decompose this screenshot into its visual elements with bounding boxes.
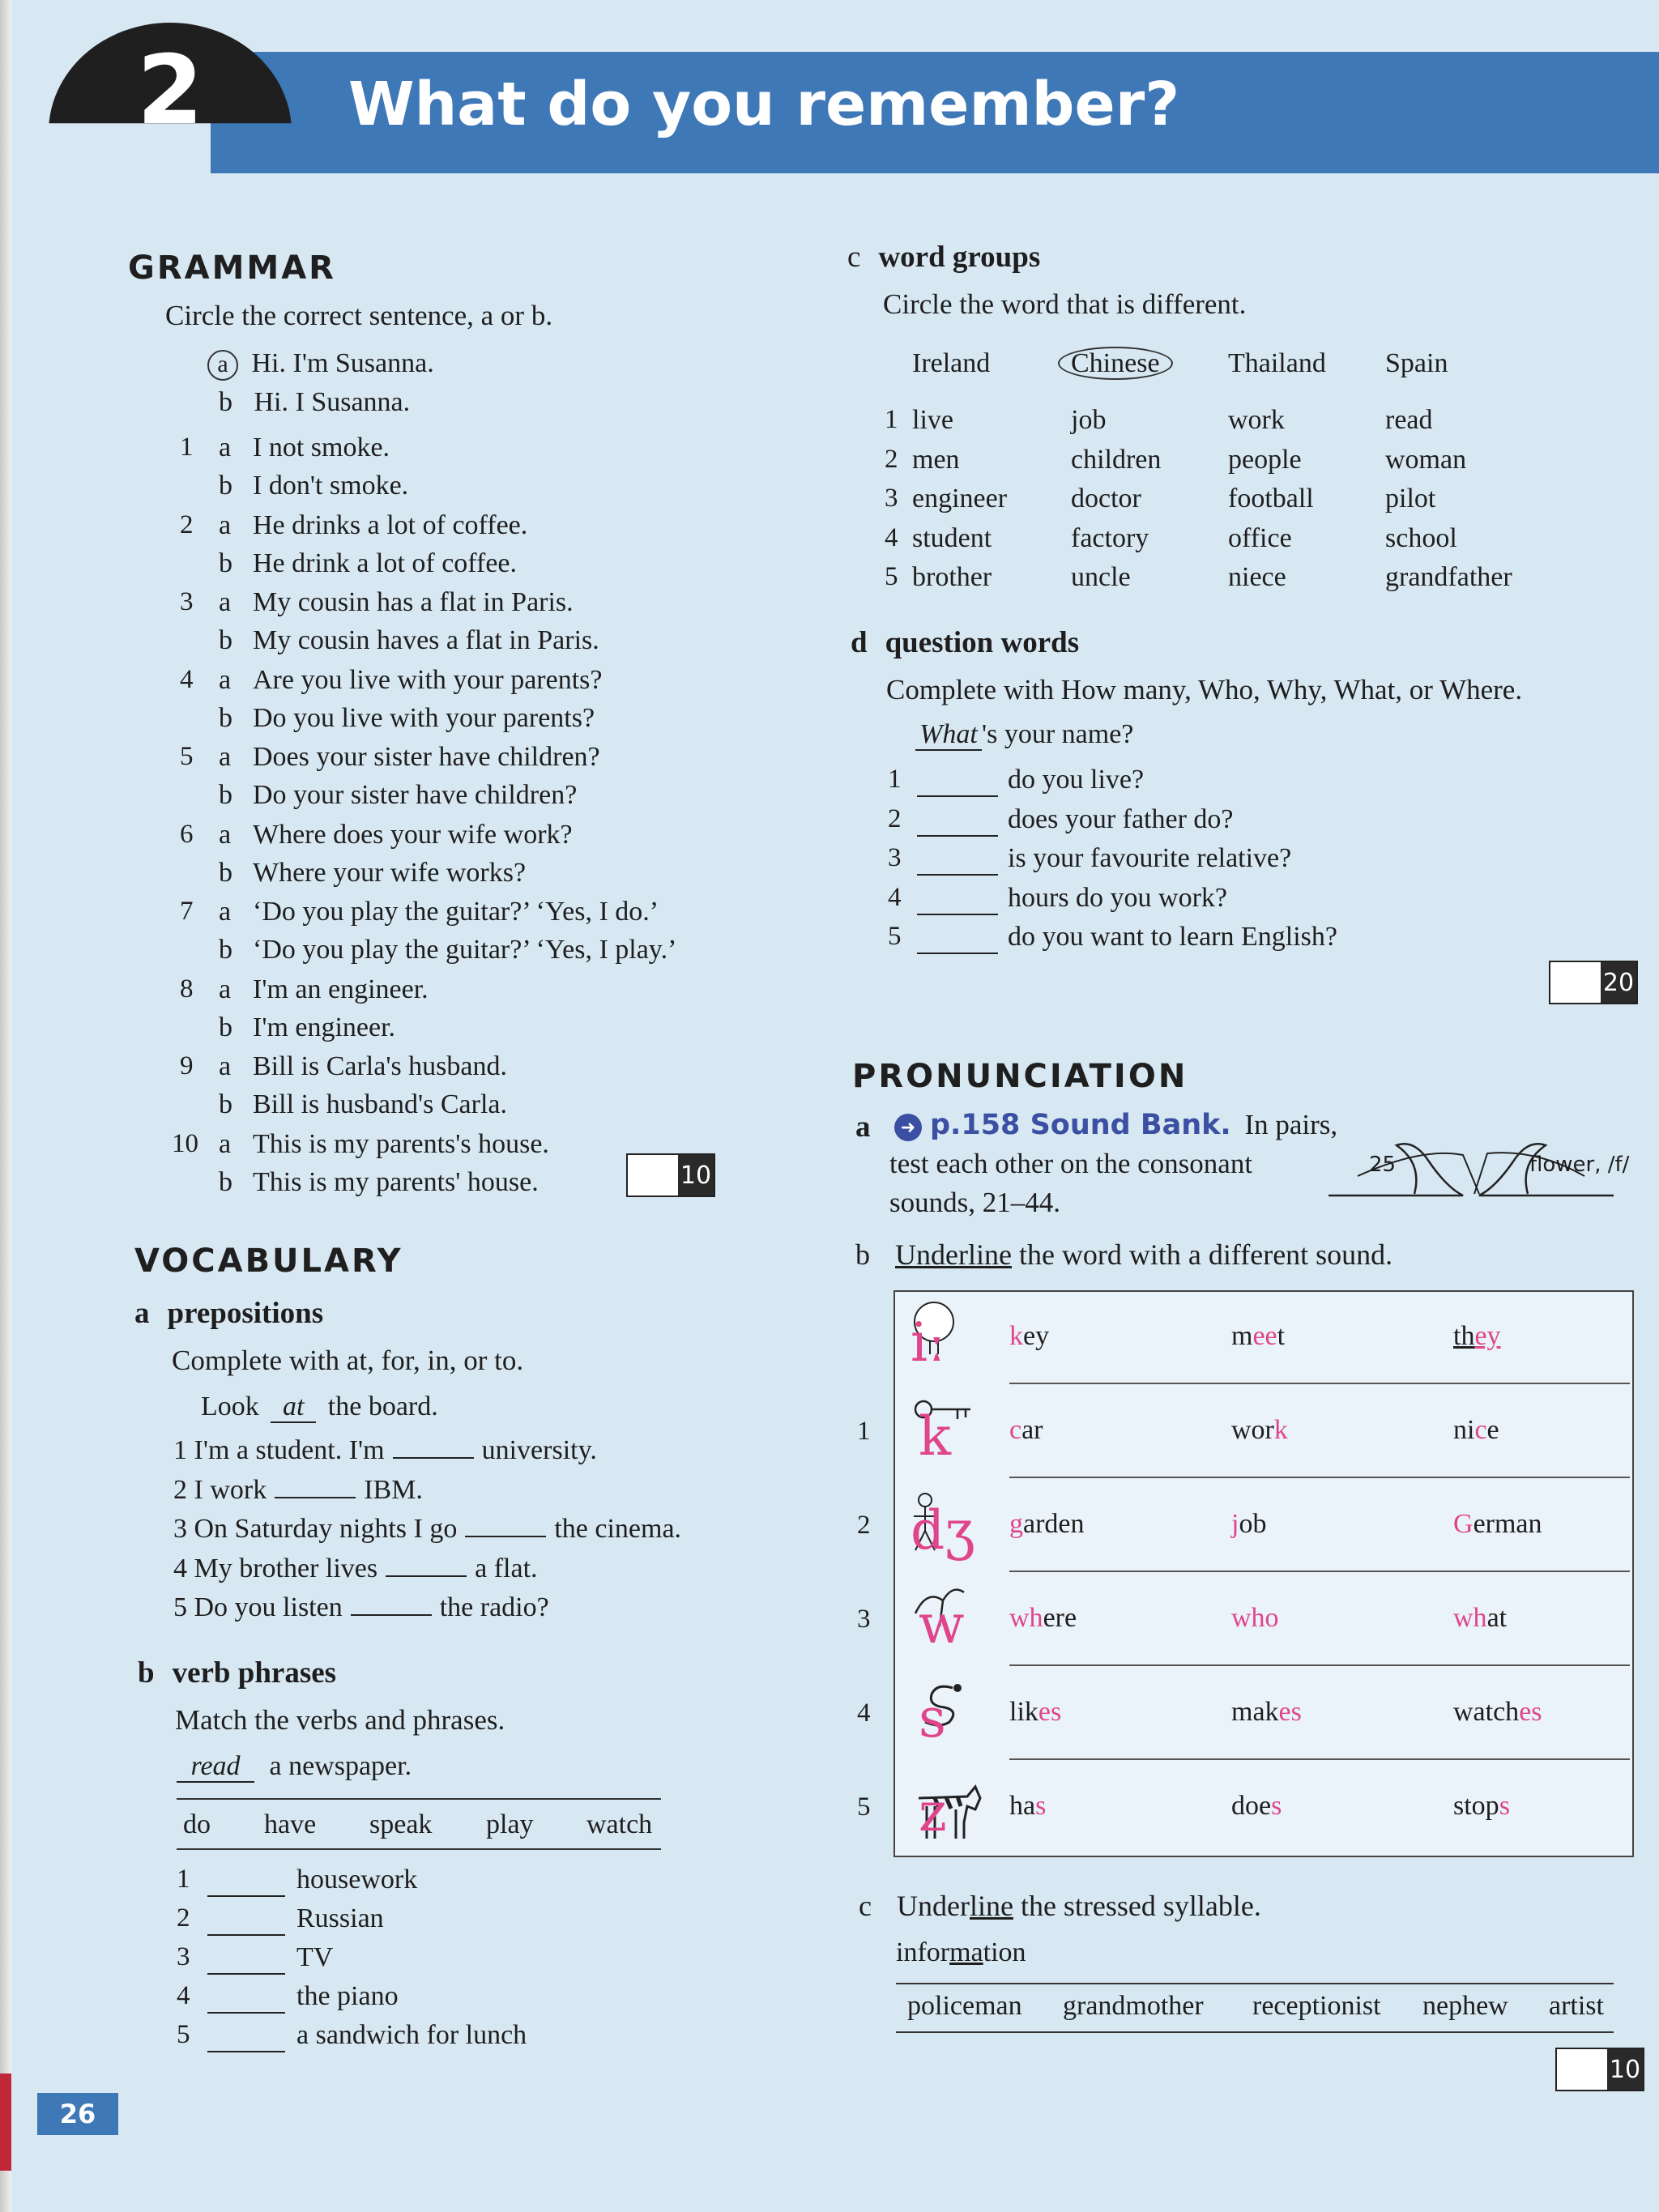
verb-option: watch <box>586 1809 653 1839</box>
score-total: 20 <box>1601 962 1636 1003</box>
sound-word[interactable]: work <box>1231 1415 1288 1445</box>
answer-blank[interactable] <box>207 1988 285 2014</box>
stress-word[interactable]: policeman <box>907 1991 1022 2021</box>
grammar-option-a[interactable]: My cousin has a flat in Paris. <box>253 587 574 617</box>
verb-item-number: 3 <box>177 1942 190 1971</box>
answer-blank[interactable] <box>393 1456 474 1459</box>
grammar-example-b[interactable]: b Hi. I Susanna. <box>219 387 411 417</box>
question-item-text: is your favourite relative? <box>1008 843 1292 873</box>
grammar-option-a[interactable]: Does your sister have children? <box>253 742 600 772</box>
grammar-option-a[interactable]: I not smoke. <box>253 433 390 462</box>
answer-blank[interactable] <box>917 771 998 797</box>
word-group-word[interactable]: student <box>912 522 992 553</box>
word-group-word[interactable]: live <box>912 405 953 435</box>
sound-word[interactable]: nice <box>1453 1415 1499 1445</box>
word-group-number: 4 <box>885 522 898 552</box>
score-entry[interactable] <box>628 1155 678 1196</box>
pron-a-line2: test each other on the consonant <box>889 1148 1253 1179</box>
page-title: What do you remember? <box>348 70 1180 139</box>
word-group-word[interactable]: grandfather <box>1385 562 1512 592</box>
grammar-option-a-letter[interactable]: a <box>219 974 232 1004</box>
grammar-item-number: 1 <box>180 433 194 462</box>
grammar-option-b-letter[interactable]: b <box>219 471 232 501</box>
grammar-option-b[interactable]: My cousin haves a flat in Paris. <box>253 625 599 655</box>
word-group-word[interactable]: men <box>912 444 960 475</box>
sound-row-divider <box>1009 1383 1630 1384</box>
grammar-option-b[interactable]: Do your sister have children? <box>253 780 578 810</box>
word-group-word[interactable]: job <box>1071 405 1107 435</box>
verb-box-bottom-rule <box>177 1848 661 1850</box>
sound-bank-link[interactable]: p.158 Sound Bank. <box>930 1109 1231 1141</box>
stress-example: information <box>896 1937 1026 1967</box>
sound-word[interactable]: who <box>1231 1603 1279 1633</box>
grammar-option-a[interactable]: Bill is Carla's husband. <box>253 1051 508 1081</box>
preposition-item: 3 On Saturday nights I go the cinema. <box>173 1514 682 1544</box>
question-item-number: 2 <box>888 803 902 833</box>
sound-row-divider <box>1009 1664 1630 1666</box>
sound-word[interactable]: where <box>1009 1603 1077 1633</box>
word-group-word[interactable]: engineer <box>912 484 1008 514</box>
verb-phrases-example: read a newspaper. <box>177 1751 412 1783</box>
sound-row-divider <box>1009 1477 1630 1478</box>
phonetic-symbol: s <box>919 1687 946 1750</box>
grammar-option-b-letter[interactable]: b <box>219 857 232 888</box>
answer-blank[interactable] <box>351 1613 432 1616</box>
grammar-option-b[interactable]: ‘Do you play the guitar?’ ‘Yes, I play.’ <box>253 935 677 965</box>
sound-word[interactable]: what <box>1453 1603 1508 1633</box>
word-group-word[interactable]: uncle <box>1071 562 1131 592</box>
score-total: 10 <box>1607 2049 1643 2090</box>
verb-item-phrase: TV <box>296 1942 334 1972</box>
sound-word[interactable]: key <box>1009 1321 1050 1351</box>
question-item-text: do you live? <box>1008 765 1145 795</box>
grammar-item-number: 5 <box>180 742 194 771</box>
pronunciation-heading: PRONUNCIATION <box>852 1058 1188 1095</box>
sound-row-number: 1 <box>857 1417 871 1446</box>
stress-word[interactable]: artist <box>1549 1991 1604 2021</box>
sound-row-number: 2 <box>857 1511 871 1540</box>
verb-phrases-title: b verb phrases <box>138 1656 337 1690</box>
grammar-item-number: 3 <box>180 587 194 616</box>
word-group-number: 2 <box>885 444 898 474</box>
question-item-text: does your father do? <box>1008 803 1234 834</box>
pron-a-line3: sounds, 21–44. <box>889 1187 1060 1218</box>
grammar-option-b[interactable]: I'm engineer. <box>253 1012 396 1042</box>
grammar-option-a[interactable]: ‘Do you play the guitar?’ ‘Yes, I do.’ <box>253 897 659 927</box>
question-item-number: 1 <box>888 765 902 794</box>
word-group-word[interactable]: brother <box>912 562 992 592</box>
stress-words-bottom-rule <box>896 2031 1614 2033</box>
grammar-item-number: 9 <box>180 1051 194 1080</box>
grammar-option-b[interactable]: Where your wife works? <box>253 857 527 888</box>
word-group-word[interactable]: football <box>1228 484 1314 514</box>
verb-box-top-rule <box>177 1798 661 1800</box>
question-item-text: hours do you work? <box>1008 882 1228 913</box>
verb-item-phrase: housework <box>296 1865 418 1894</box>
preposition-item: 4 My brother lives a flat. <box>173 1553 538 1583</box>
score-entry[interactable] <box>1557 2049 1607 2090</box>
word-group-word[interactable]: niece <box>1228 562 1286 592</box>
grammar-option-a-letter[interactable]: a <box>219 742 232 772</box>
verb-item-phrase: a sandwich for lunch <box>296 2020 527 2050</box>
chapter-number: 2 <box>136 34 204 146</box>
sound-word[interactable]: they <box>1453 1321 1501 1351</box>
answer-blank[interactable] <box>207 1949 285 1975</box>
sound-word[interactable]: job <box>1231 1509 1267 1539</box>
verb-item-phrase: Russian <box>296 1903 384 1933</box>
word-group-word[interactable]: children <box>1071 444 1162 475</box>
answer-blank[interactable] <box>917 889 998 915</box>
grammar-option-a-letter[interactable]: a <box>219 819 232 850</box>
answer-blank[interactable] <box>386 1575 467 1577</box>
grammar-option-b-letter[interactable]: b <box>219 625 232 655</box>
example-word: Ireland <box>912 348 991 378</box>
grammar-option-a[interactable]: This is my parents's house. <box>253 1128 549 1159</box>
grammar-option-a-letter[interactable]: a <box>219 433 232 462</box>
example-word: Spain <box>1385 348 1448 378</box>
verb-option: speak <box>369 1809 433 1839</box>
sound-word[interactable]: makes <box>1231 1697 1302 1727</box>
sound-row-number: 3 <box>857 1605 871 1634</box>
answer-blank[interactable] <box>917 850 998 876</box>
grammar-instruction: Circle the correct sentence, a or b. <box>165 300 553 331</box>
stress-word[interactable]: receptionist <box>1252 1991 1381 2021</box>
grammar-score-box[interactable] <box>626 1153 715 1197</box>
grammar-item-number: 4 <box>180 664 194 694</box>
sound-table <box>893 1290 1634 1857</box>
page-number: 26 <box>37 2093 118 2135</box>
question-item-text: do you want to learn English? <box>1008 922 1337 952</box>
word-group-word[interactable]: woman <box>1385 444 1467 475</box>
sound-word[interactable]: watches <box>1453 1697 1542 1727</box>
sound-row-divider <box>1009 1758 1630 1760</box>
example-word: Thailand <box>1228 348 1326 378</box>
verb-option: do <box>183 1809 211 1839</box>
sound-word[interactable]: does <box>1231 1791 1282 1821</box>
phonetic-symbol: z <box>919 1781 947 1843</box>
word-group-word[interactable]: read <box>1385 405 1433 435</box>
vocabulary-score-box[interactable] <box>1549 961 1638 1004</box>
arrow-right-icon: ➜ <box>894 1114 922 1141</box>
grammar-option-a-letter[interactable]: a <box>219 587 232 617</box>
sound-row-number: 5 <box>857 1792 871 1822</box>
phonetic-symbol: k <box>919 1405 951 1468</box>
prepositions-title: a prepositions <box>134 1297 324 1330</box>
grammar-option-b-letter[interactable]: b <box>219 1166 232 1197</box>
grammar-option-a-letter[interactable]: a <box>219 509 232 540</box>
book-spine <box>0 0 11 2212</box>
pronunciation-score-box[interactable] <box>1555 2048 1644 2091</box>
answer-blank[interactable] <box>917 928 998 954</box>
grammar-example-a[interactable]: a Hi. I'm Susanna. <box>207 348 434 381</box>
verb-item-number: 1 <box>177 1865 190 1894</box>
answer-blank[interactable] <box>275 1496 356 1498</box>
grammar-option-b-letter[interactable]: b <box>219 780 232 810</box>
sound-row-divider <box>1009 1571 1630 1572</box>
question-words-instruction: Complete with How many, Who, Why, What, or Where. <box>886 674 1523 705</box>
word-group-number: 1 <box>885 405 898 434</box>
grammar-option-a-letter[interactable]: a <box>219 1051 232 1081</box>
question-words-example: What 's your name? <box>915 719 1133 751</box>
word-groups-title: c word groups <box>847 241 1041 274</box>
grammar-option-b-letter[interactable]: b <box>219 935 232 965</box>
bubble-left-text: 25 <box>1369 1153 1397 1177</box>
answer-blank[interactable] <box>207 1910 285 1936</box>
sound-word[interactable]: likes <box>1009 1697 1062 1727</box>
vocabulary-heading: VOCABULARY <box>134 1242 403 1280</box>
preposition-item: 1 I'm a student. I'm university. <box>173 1435 597 1465</box>
grammar-option-b[interactable]: Do you live with your parents? <box>253 702 595 733</box>
grammar-option-a[interactable]: I'm an engineer. <box>253 974 429 1004</box>
word-group-word[interactable]: school <box>1385 522 1457 553</box>
verb-item-number: 2 <box>177 1903 190 1933</box>
verb-phrases-instruction: Match the verbs and phrases. <box>175 1704 505 1736</box>
sound-row-number: 4 <box>857 1698 871 1728</box>
sound-word[interactable]: has <box>1009 1791 1047 1821</box>
pron-b-instruction: b Underline the word with a different sound. <box>855 1238 1393 1271</box>
prepositions-example: Look at the board. <box>201 1392 438 1423</box>
grammar-item-number: 10 <box>172 1128 198 1158</box>
word-group-word[interactable]: people <box>1228 444 1302 475</box>
pron-a-letter: a <box>855 1110 871 1144</box>
answer-blank[interactable] <box>207 1871 285 1897</box>
grammar-item-number: 2 <box>180 509 194 539</box>
grammar-item-number: 6 <box>180 819 194 849</box>
grammar-option-a-letter[interactable]: a <box>219 897 232 927</box>
sound-word[interactable]: stops <box>1453 1791 1510 1821</box>
grammar-option-b[interactable]: I don't smoke. <box>253 471 409 501</box>
sound-bank-line[interactable]: ➜ p.158 Sound Bank. In pairs, <box>894 1110 1337 1141</box>
preposition-item: 5 Do you listen the radio? <box>173 1592 549 1622</box>
preposition-item: 2 I work IBM. <box>173 1474 423 1505</box>
verb-item-number: 4 <box>177 1981 190 2010</box>
grammar-option-a[interactable]: He drinks a lot of coffee. <box>253 509 528 540</box>
grammar-option-a-letter[interactable]: a <box>219 664 232 695</box>
verb-option: play <box>486 1809 534 1839</box>
circled-answer: a <box>207 350 238 381</box>
answer-blank[interactable] <box>207 2027 285 2052</box>
grammar-option-b[interactable]: Bill is husband's Carla. <box>253 1089 508 1119</box>
word-group-word[interactable]: factory <box>1071 522 1149 553</box>
circled-example-word: Chinese <box>1058 348 1173 378</box>
grammar-option-b-letter[interactable]: b <box>219 702 232 733</box>
question-item-number: 3 <box>888 843 902 872</box>
word-group-word[interactable]: work <box>1228 405 1285 435</box>
grammar-option-b[interactable]: This is my parents' house. <box>253 1166 539 1197</box>
sound-word[interactable]: garden <box>1009 1509 1085 1539</box>
prepositions-instruction: Complete with at, for, in, or to. <box>172 1345 524 1376</box>
spine-edge-mark <box>0 2073 11 2171</box>
stress-word[interactable]: grandmother <box>1063 1991 1204 2021</box>
grammar-option-b-letter[interactable]: b <box>219 1089 232 1119</box>
stress-words-top-rule <box>896 1983 1614 1984</box>
verb-option: have <box>264 1809 317 1839</box>
answer-blank[interactable] <box>465 1535 546 1537</box>
grammar-option-a[interactable]: Where does your wife work? <box>253 819 573 850</box>
score-total: 10 <box>678 1155 714 1196</box>
phonetic-symbol: w <box>919 1593 965 1656</box>
grammar-heading: GRAMMAR <box>128 249 336 287</box>
answer-blank[interactable] <box>917 811 998 837</box>
question-words-title: d question words <box>851 626 1080 659</box>
word-group-number: 5 <box>885 562 898 591</box>
pron-c-instruction: c Underline the stressed syllable. <box>859 1890 1261 1922</box>
word-groups-instruction: Circle the word that is different. <box>883 288 1247 320</box>
word-group-word[interactable]: office <box>1228 522 1292 553</box>
phonetic-symbol: iː <box>911 1311 946 1374</box>
bubble-right-text: flower, /f/ <box>1529 1153 1630 1177</box>
grammar-option-b-letter[interactable]: b <box>219 1012 232 1042</box>
grammar-option-b-letter[interactable]: b <box>219 548 232 578</box>
sound-word[interactable]: meet <box>1231 1321 1286 1351</box>
phonetic-symbol: dʒ <box>911 1499 975 1562</box>
score-entry[interactable] <box>1550 962 1601 1003</box>
verb-item-phrase: the piano <box>296 1981 399 2011</box>
sound-word[interactable]: German <box>1453 1509 1542 1539</box>
grammar-option-a[interactable]: Are you live with your parents? <box>253 664 603 695</box>
question-item-number: 4 <box>888 882 902 912</box>
word-group-word[interactable]: doctor <box>1071 484 1141 514</box>
grammar-item-number: 7 <box>180 897 194 926</box>
word-group-number: 3 <box>885 484 898 513</box>
grammar-item-number: 8 <box>180 974 194 1004</box>
grammar-option-b[interactable]: He drink a lot of coffee. <box>253 548 518 578</box>
question-item-number: 5 <box>888 922 902 951</box>
stress-word[interactable]: nephew <box>1422 1991 1508 2021</box>
sound-word[interactable]: car <box>1009 1415 1043 1445</box>
word-group-word[interactable]: pilot <box>1385 484 1436 514</box>
verb-item-number: 5 <box>177 2020 190 2049</box>
grammar-option-a-letter[interactable]: a <box>219 1128 232 1159</box>
